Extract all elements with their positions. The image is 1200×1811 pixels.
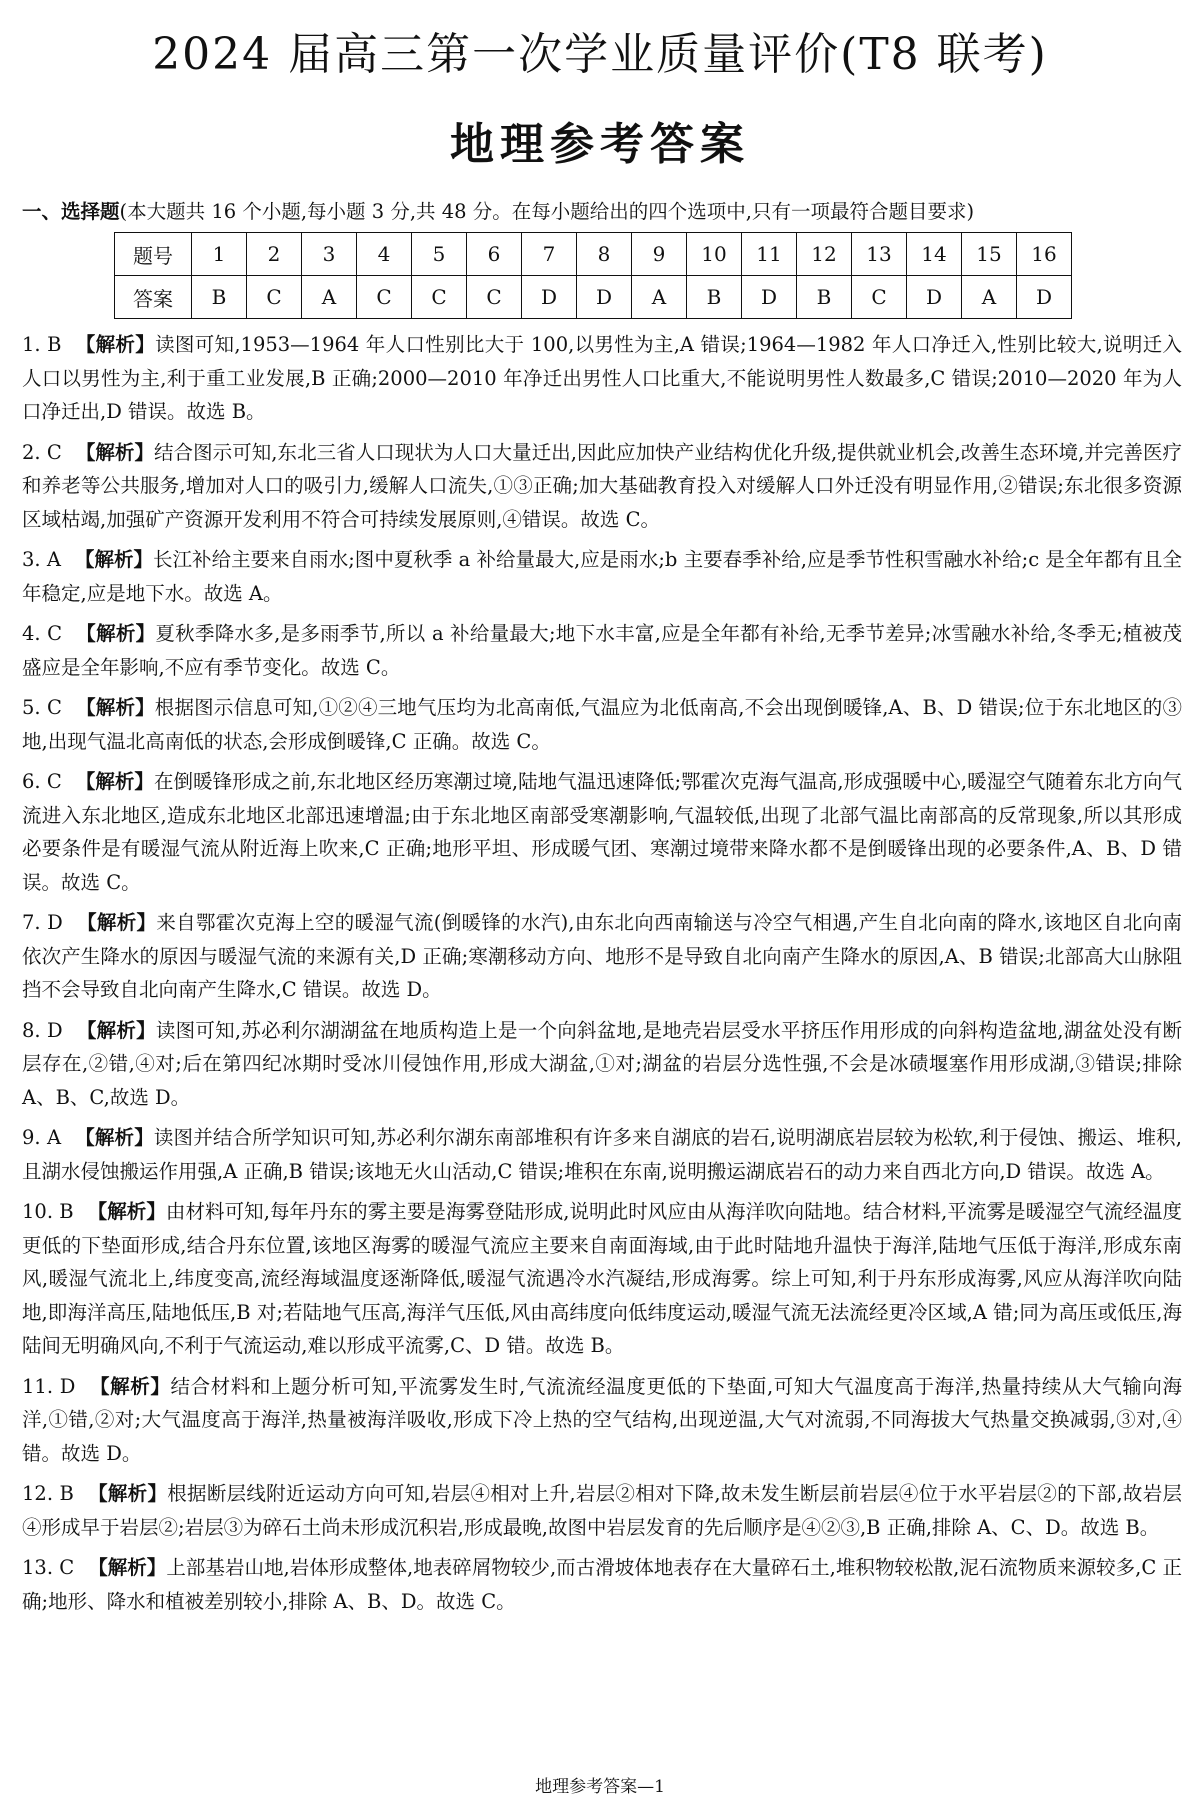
question-number-cell: 6	[467, 233, 522, 276]
explanation-text: 在倒暖锋形成之前,东北地区经历寒潮过境,陆地气温迅速降低;鄂霍次克海气温高,形成强暖中心,暖湿空气随着东北方向气流进入东北地区,造成东北地区北部迅速增温;由于东北地区南部受寒潮影响,气温较低,出现了北部气温比南部高的反常现象,所以其形成必要条件是有暖湿气流从附近海上吹来,C 正确;地形平坦、形成暖气团、寒潮过境带来降水都不是倒暖锋出现的必要条件,A、B、D 错误。故选 C。	[22, 770, 1182, 894]
analysis-tag: 【解析】	[87, 1482, 168, 1505]
explanations	[22, 328, 1182, 1625]
row-label-numbers: 题号	[115, 233, 192, 276]
question-answer: 11. D	[22, 1374, 76, 1398]
explanation-text: 根据图示信息可知,①②④三地气压均为北高南低,气温应为北低南高,不会出现倒暖锋,A、B、D 错误;位于东北地区的③地,出现气温北高南低的状态,会形成倒暖锋,C 正确。故选 C。	[22, 696, 1182, 753]
question-number-cell: 2	[247, 233, 302, 276]
explanation-item	[22, 1370, 1182, 1471]
section-note: (本大题共 16 个小题,每小题 3 分,共 48 分。在每小题给出的四个选项中,只有一项最符合题目要求)	[119, 200, 975, 223]
explanation-item	[22, 1477, 1182, 1544]
question-number-cell: 8	[577, 233, 632, 276]
question-number-cell: 11	[742, 233, 797, 276]
question-number-cell: 12	[797, 233, 852, 276]
answer-cell: D	[1017, 276, 1072, 319]
answer-cell: C	[467, 276, 522, 319]
analysis-tag: 【解析】	[76, 622, 156, 645]
explanation-item	[22, 617, 1182, 684]
explanation-item	[22, 328, 1182, 429]
explanation-item	[22, 765, 1182, 899]
explanation-item	[22, 1121, 1182, 1188]
explanation-text: 读图可知,1953—1964 年人口性别比大于 100,以男性为主,A 错误;1964—1982 年人口净迁入,性别比较大,说明迁入人口以男性为主,利于重工业发展,B 正确;2000—2010 年净迁出男性人口比重大,不能说明男性人数最多,C 错误;2010—2020 年为人口净迁出,D 错误。故选 B。	[22, 333, 1182, 423]
answer-cell: C	[852, 276, 907, 319]
explanation-text: 来自鄂霍次克海上空的暖湿气流(倒暖锋的水汽),由东北向西南输送与冷空气相遇,产生自北向南的降水,该地区自北向南依次产生降水的原因与暖湿气流的来源有关,D 正确;寒潮移动方向、地形不是导致自北向南产生降水的原因,A、B 错误;北部高大山脉阻挡不会导致自北向南产生降水,C 错误。故选 D。	[22, 911, 1182, 1001]
explanation-text: 夏秋季降水多,是多雨季节,所以 a 补给量最大;地下水丰富,应是全年都有补给,无季节差异;冰雪融水补给,冬季无;植被茂盛应是全年影响,不应有季节变化。故选 C。	[22, 622, 1182, 679]
answer-cell: A	[632, 276, 687, 319]
page-footer: 地理参考答案—1	[535, 1777, 665, 1797]
analysis-tag: 【解析】	[75, 440, 155, 464]
explanation-item	[22, 1195, 1182, 1363]
explanation-item	[22, 436, 1182, 537]
row-label-answers: 答案	[115, 276, 192, 319]
question-number-cell: 9	[632, 233, 687, 276]
explanation-text: 上部基岩山地,岩体形成整体,地表碎屑物较少,而古滑坡体地表存在大量碎石土,堆积物较松散,泥石流物质来源较多,C 正确;地形、降水和植被差别较小,排除 A、B、D。故选 C。	[22, 1556, 1182, 1613]
question-number-cell: 13	[852, 233, 907, 276]
question-number-cell: 16	[1017, 233, 1072, 276]
analysis-tag: 【解析】	[75, 770, 154, 793]
answer-cell: D	[577, 276, 632, 319]
answer-cell: B	[797, 276, 852, 319]
answer-cell: B	[687, 276, 742, 319]
analysis-tag: 【解析】	[75, 1126, 154, 1149]
answer-cell: C	[357, 276, 412, 319]
question-number-cell: 10	[687, 233, 742, 276]
question-answer: 8. D	[22, 1018, 63, 1042]
question-answer: 10. B	[22, 1200, 74, 1223]
explanation-item	[22, 1551, 1182, 1618]
question-number-cell: 3	[302, 233, 357, 276]
answer-table-answer-row	[115, 276, 1072, 319]
analysis-tag: 【解析】	[76, 1018, 156, 1042]
explanation-item	[22, 906, 1182, 1007]
question-number-cell: 14	[907, 233, 962, 276]
answer-cell: C	[247, 276, 302, 319]
explanation-text: 读图可知,苏必利尔湖湖盆在地质构造上是一个向斜盆地,是地壳岩层受水平挤压作用形成的向斜构造盆地,湖盆处没有断层存在,②错,④对;后在第四纪冰期时受冰川侵蚀作用,形成大湖盆,①对;湖盆的岩层分选性强,不会是冰碛堰塞作用形成湖,③错误;排除 A、B、C,故选 D。	[22, 1018, 1182, 1109]
answer-cell: A	[962, 276, 1017, 319]
answer-cell: C	[412, 276, 467, 319]
explanation-text: 根据断层线附近运动方向可知,岩层④相对上升,岩层②相对下降,故未发生断层前岩层④位于水平岩层②的下部,故岩层④形成早于岩层②;岩层③为碎石土尚未形成沉积岩,形成最晚,故图中岩层发育的先后顺序是④②③,B 正确,排除 A、C、D。故选 B。	[22, 1482, 1182, 1539]
explanation-item	[22, 1014, 1182, 1115]
analysis-tag: 【解析】	[75, 333, 156, 356]
section-heading	[22, 196, 974, 224]
explanation-text: 结合图示可知,东北三省人口现状为人口大量迁出,因此应加快产业结构优化升级,提供就业机会,改善生态环境,并完善医疗和养老等公共服务,增加对人口的吸引力,缓解人口流失,①③正确;加大基础教育投入对缓解人口外迁没有明显作用,②错误;东北很多资源区域枯竭,加强矿产资源开发利用不符合可持续发展原则,④错误。故选 C。	[22, 440, 1182, 531]
question-answer: 1. B	[22, 333, 62, 356]
explanation-text: 结合材料和上题分析可知,平流雾发生时,气流流经温度更低的下垫面,可知大气温度高于海洋,热量持续从大气输向海洋,①错,②对;大气温度高于海洋,热量被海洋吸收,形成下冷上热的空气结构,出现逆温,大气对流弱,不同海拔大气热量交换减弱,③对,④错。故选 D。	[22, 1374, 1182, 1465]
document-title: 2024 届高三第一次学业质量评价(T8 联考)	[152, 29, 1048, 80]
explanation-text: 长江补给主要来自雨水;图中夏秋季 a 补给量最大,应是雨水;b 主要春季补给,应是季节性积雪融水补给;c 是全年都有且全年稳定,应是地下水。故选 A。	[22, 548, 1182, 605]
analysis-tag: 【解析】	[88, 1556, 167, 1579]
explanation-text: 读图并结合所学知识可知,苏必利尔湖东南部堆积有许多来自湖底的岩石,说明湖底岩层较为松软,利于侵蚀、搬运、堆积,且湖水侵蚀搬运作用强,A 正确,B 错误;该地无火山活动,C 错误;堆积在东南,说明搬运湖底岩石的动力来自西北方向,D 错误。故选 A。	[22, 1126, 1183, 1183]
analysis-tag: 【解析】	[76, 911, 157, 934]
question-answer: 5. C	[22, 696, 62, 719]
question-answer: 3. A	[22, 548, 61, 571]
question-number-cell: 5	[412, 233, 467, 276]
analysis-tag: 【解析】	[74, 548, 154, 571]
question-answer: 12. B	[22, 1482, 74, 1505]
answer-cell: D	[742, 276, 797, 319]
question-answer: 2. C	[22, 440, 62, 464]
question-answer: 7. D	[22, 911, 63, 934]
question-number-cell: 1	[192, 233, 247, 276]
question-answer: 6. C	[22, 770, 62, 793]
explanation-item	[22, 543, 1182, 610]
answer-cell: A	[302, 276, 357, 319]
answer-table-number-row	[115, 233, 1072, 276]
question-answer: 4. C	[22, 622, 63, 645]
question-number-cell: 15	[962, 233, 1017, 276]
question-number-cell: 4	[357, 233, 412, 276]
answer-cell: B	[192, 276, 247, 319]
explanation-item	[22, 691, 1182, 758]
analysis-tag: 【解析】	[75, 696, 155, 719]
analysis-tag: 【解析】	[87, 1200, 166, 1223]
answer-table	[114, 232, 1072, 319]
analysis-tag: 【解析】	[89, 1374, 171, 1398]
explanation-text: 由材料可知,每年丹东的雾主要是海雾登陆形成,说明此时风应由从海洋吹向陆地。结合材料,平流雾是暖湿空气流经温度更低的下垫面形成,结合丹东位置,该地区海雾的暖湿气流应主要来自南面海域,由于此时陆地升温快于海洋,陆地气压低于海洋,形成东南风,暖湿气流北上,纬度变高,流经海域温度逐渐降低,暖湿气流遇冷水汽凝结,形成海雾。综上可知,利于丹东形成海雾,风应从海洋吹向陆地,即海洋高压,陆地低压,B 对;若陆地气压高,海洋气压低,风由高纬度向低纬度运动,暖湿气流无法流经更冷区域,A 错;同为高压或低压,海陆间无明确风向,不利于气流运动,难以形成平流雾,C、D 错。故选 B。	[22, 1200, 1182, 1357]
question-answer: 13. C	[22, 1556, 75, 1579]
question-number-cell: 7	[522, 233, 577, 276]
question-answer: 9. A	[22, 1126, 62, 1149]
section-head: 一、选择题	[22, 200, 120, 223]
answer-cell: D	[907, 276, 962, 319]
document-subtitle: 地理参考答案	[450, 119, 750, 170]
answer-cell: D	[522, 276, 577, 319]
